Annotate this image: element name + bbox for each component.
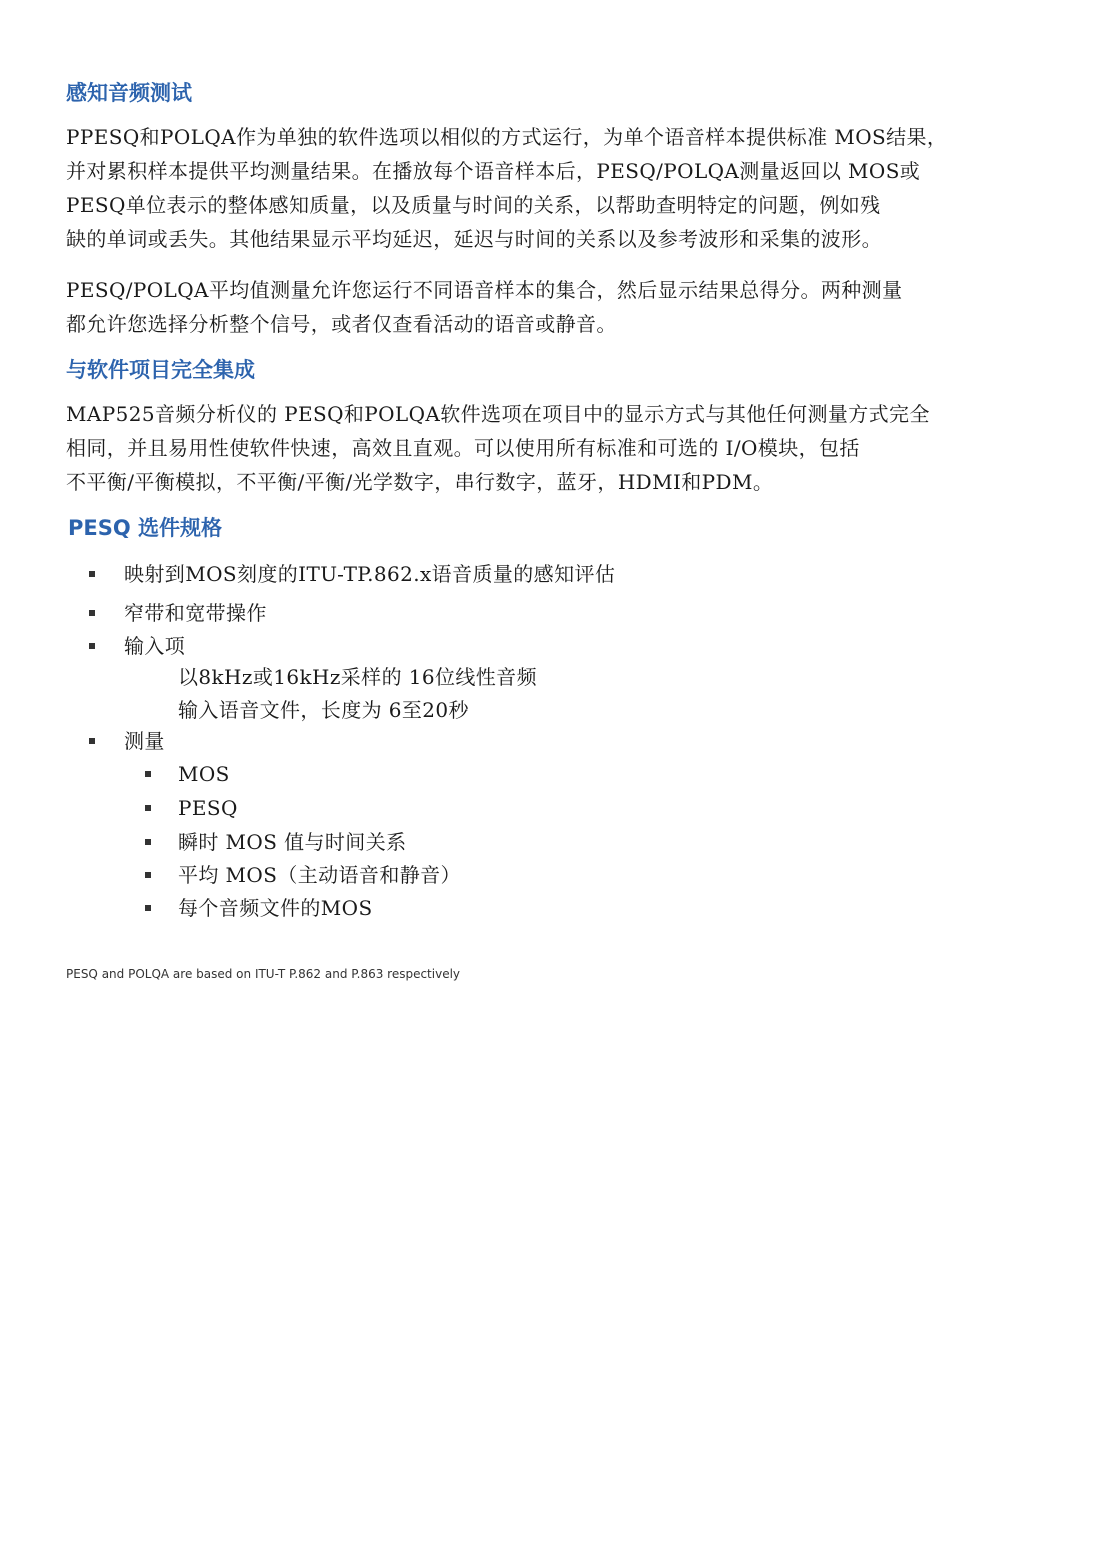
paragraph-line: 并对累积样本提供平均测量结果。在播放每个语音样本后，PESQ/POLQA测量返回以 MOS或	[66, 159, 921, 183]
list-item-text: 以8kHz或16kHz采样的 16位线性音频	[178, 665, 537, 689]
section-heading-pesq-spec: PESQ 选件规格	[68, 516, 223, 540]
bullet-square-icon	[89, 571, 95, 577]
paragraph-line: PESQ单位表示的整体感知质量，以及质量与时间的关系，以帮助查明特定的问题，例如残	[66, 193, 881, 217]
bullet-square-icon	[89, 643, 95, 649]
paragraph-line: PESQ/POLQA平均值测量允许您运行不同语音样本的集合，然后显示结果总得分。两种测量	[66, 278, 903, 302]
list-item-text: PESQ	[178, 796, 238, 820]
paragraph-software-integration	[66, 397, 1031, 499]
section-heading-perceptual-audio-test: 感知音频测试	[66, 81, 192, 105]
bullet-square-icon	[145, 905, 151, 911]
list-item-text: 平均 MOS（主动语音和静音）	[178, 863, 461, 887]
paragraph-average-measurement	[66, 273, 1031, 341]
list-item-text: MOS	[178, 762, 230, 786]
paragraph-line: PPESQ和POLQA作为单独的软件选项以相似的方式运行，为单个语音样本提供标准 MOS结果，	[66, 125, 948, 149]
list-item-text: 输入项	[124, 634, 186, 658]
list-item-text: 瞬时 MOS 值与时间关系	[178, 830, 407, 854]
list-item-text: 每个音频文件的MOS	[178, 896, 373, 920]
bullet-square-icon	[145, 839, 151, 845]
list-item-text: 测量	[124, 729, 165, 753]
section-heading-software-integration: 与软件项目完全集成	[66, 358, 255, 382]
paragraph-perceptual-intro	[66, 120, 1031, 256]
list-item-text: 映射到MOS刻度的ITU-TP.862.x语音质量的感知评估	[124, 562, 616, 586]
paragraph-line: 缺的单词或丢失。其他结果显示平均延迟，延迟与时间的关系以及参考波形和采集的波形。	[66, 227, 882, 251]
paragraph-line: 相同，并且易用性使软件快速，高效且直观。可以使用所有标准和可选的 I/O模块，包括	[66, 436, 860, 460]
footnote: PESQ and POLQA are based on ITU-T P.862 and P.863 respectively	[66, 967, 461, 981]
paragraph-line: 都允许您选择分析整个信号，或者仅查看活动的语音或静音。	[66, 312, 617, 336]
bullet-square-icon	[89, 738, 95, 744]
paragraph-line: 不平衡/平衡模拟，不平衡/平衡/光学数字，串行数字，蓝牙，HDMI和PDM。	[66, 470, 774, 494]
bullet-square-icon	[145, 872, 151, 878]
bullet-square-icon	[145, 771, 151, 777]
paragraph-line: MAP525音频分析仪的 PESQ和POLQA软件选项在项目中的显示方式与其他任何测量方式完全	[66, 402, 930, 426]
list-item-text: 输入语音文件，长度为 6至20秒	[178, 698, 469, 722]
list-item-text: 窄带和宽带操作	[124, 601, 267, 625]
bullet-square-icon	[145, 805, 151, 811]
bullet-square-icon	[89, 610, 95, 616]
